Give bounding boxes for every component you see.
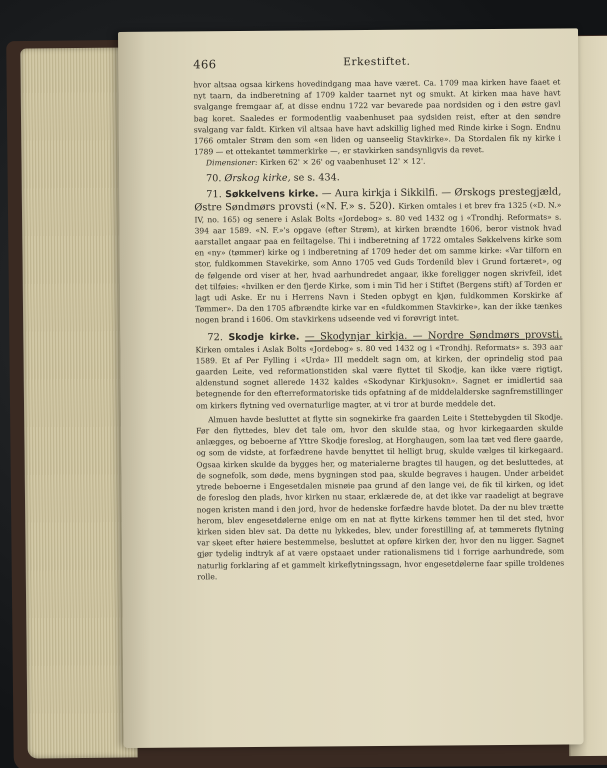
entry-72 xyxy=(195,328,563,411)
dimensions-label: Dimensioner: xyxy=(205,158,258,168)
entry-72-paragraph-2: Almuen havde besluttet at flytte sin sognekirke fra gaarden Leite i Stettebygden til Skodje. Før den flyttedes, blev det tale om, hvor den skulde staa, og hvor kirkegaarden skulde anlægges, og beboerne af Yttre Skodje foreslog, at Horghaugen, som laa tæt ved flere gaarde, og som de vidste, at forfædrene havde benyttet til helligt brug, skulde vælges til kirkegaard. Ogsaa kirken skulde da bygges her, og materialerne bragtes til haugen, og det besluttedes, at de sognefolk, som døde, mens bygningen stod paa, skulde begraves i haugen. Under arbeidet ytrede beboerne i Engesetdalen misnøie paa grund af den lange vei, de fik til kirken, og idet de foreslog den plads, hvor kirken nu staar, erklærede de, at det ikke var raadeligt at begrave nogen kristen mand i den jord, hvor de hedenske forfædre havde blotet. Da der nu blev trætte herom, blev engesetdølerne enige om en nat at flytte kirkens tømmer hen til det sted, hvor kirken siden blev sat. Da dette nu lykkedes, blev, under forestilling af, at tømmerets flytning var skeet efter høiere bestemmelse, besluttet at opføre kirken der, hvor den nu ligger. Sagnet gjør tydelig indtryk af at være opstaaet under rationalismens tid i forrige aarhundrede, som naturlig forklaring af et gammelt kirkeflytningssagn, hvor engesetdølerne faar spille troldenes rolle. xyxy=(196,412,565,582)
entry-70-crossref xyxy=(206,169,561,185)
entry-71-number: 71. xyxy=(206,188,222,200)
entry-71-heading-rest: — Aura kirkja i Sikkilfi. — Ørskogs prestegjæld, Østre Søndmørs provsti («N. F.» s. 520). xyxy=(194,186,562,214)
entry-71-body: Kirken omtales i et brev fra 1325 («D. N.» IV, no. 165) og senere i Aslak Bolts «Jordebog» s. 80 ved 1432 og i «Trondhj. Reformats» s. 394 aar 1589. «N. F.»'s opgave (efter Strøm), at kirken brændte 1606, beror vistnok hvad aarstallet angaar paa en feiltagelse. Thi i indberetning af 1722 omtales Søkkelvens kirke som en «ny» (tømmer) kirke og i indberetning af 1709 heder det om samme kirke: «Var tilforn en stor, fuldkommen Stavekirke, som Anno 1705 ved Guds Tordenild blev i Grund fortæret», og de følgende ord viser at her, hvad aarhundredet angaar, ikke foreligger nogen skrivfeil, idet det tilføies: «hvilken er den fjerde Kirke, som i min Tid her i Stiftet (Bergens stift) af Torden er lagt udi Aske. Er nu i Herrens Navn i Steden opbygt en kjøn, fuldkommen Korskirke af Tømmer». Da den 1705 afbrændte kirke var en «fuldkommen Stavkirke», kan der ikke tænkes nogen brand i 1606. Om stavkirkens udseende ved vi forøvrigt intet. xyxy=(194,200,563,325)
entry-72-body-1: Kirken omtales i Aslak Bolts «Jordebog» s. 80 ved 1432 og i «Trondhj. Reformats» s. 393 aar 1589. Et af Per Fylling i «Urda» III meddelt sagn om, at kirken, der oprindelig stod paa gaarden Leite, ved reformationstiden skal være flyttet til Skodje, kan ikke være rigtigt, aldenstund sognet allerede 1432 kaldes «Skodynar Kirkjusokn». Sagnet er imidlertid saa betegnende for den efterreformatoriske tids opfatning af de middelalderske sagnfremstillinger om kirkers flytning ved overnaturlige magter, at vi tror at burde meddele det. xyxy=(195,342,563,411)
dimensions-text: Kirken 62' × 26' og vaabenhuset 12' × 12'. xyxy=(259,157,426,168)
intro-paragraph: hvor altsaa ogsaa kirkens hovedindgang maa have været. Ca. 1709 maa kirken have faaet et nyt taarn, da indberetning af 1709 kalder taarnet nyt og smukt. At kirken maa have havt svalgange fremgaar af, at disse endnu 1722 var bevarede paa nordsiden og i den østre gavl bag koret. Saaledes er formodentlig vaabenhuset paa sydsiden reist, efter at den søndre svalgang var faldt. Kirken vil altsaa have havt adskillig lighed med Rinde kirke i Sogn. Endnu 1766 omtaler Strøm den som «en liden og uanseelig Stavkirke». Da Stordalen fik ny kirke i 1789 — et ottekantet tømmerkirke —, er stavkirken sandsynligvis da revet. xyxy=(193,77,561,157)
entry-72-name: Skodje kirke. xyxy=(228,331,300,343)
book-page xyxy=(118,28,584,748)
entry-71 xyxy=(194,185,562,326)
entry-72-heading xyxy=(195,329,562,343)
running-title: Erkestiftet. xyxy=(343,55,411,69)
running-head xyxy=(193,55,558,74)
entry-72-heading-rest: — Skodynjar kirkja. — Nordre Søndmørs provsti. xyxy=(304,329,563,343)
entry-70-place: Ørskog kirke, xyxy=(224,172,291,184)
dimensions-line xyxy=(194,155,561,169)
page-text xyxy=(193,77,564,583)
entry-70-see: se s. 434. xyxy=(293,171,340,184)
page-number: 466 xyxy=(193,57,217,72)
entry-70-number: 70. xyxy=(206,172,222,184)
entry-71-name: Søkkelvens kirke. xyxy=(225,188,319,200)
entry-72-number: 72. xyxy=(207,331,224,343)
